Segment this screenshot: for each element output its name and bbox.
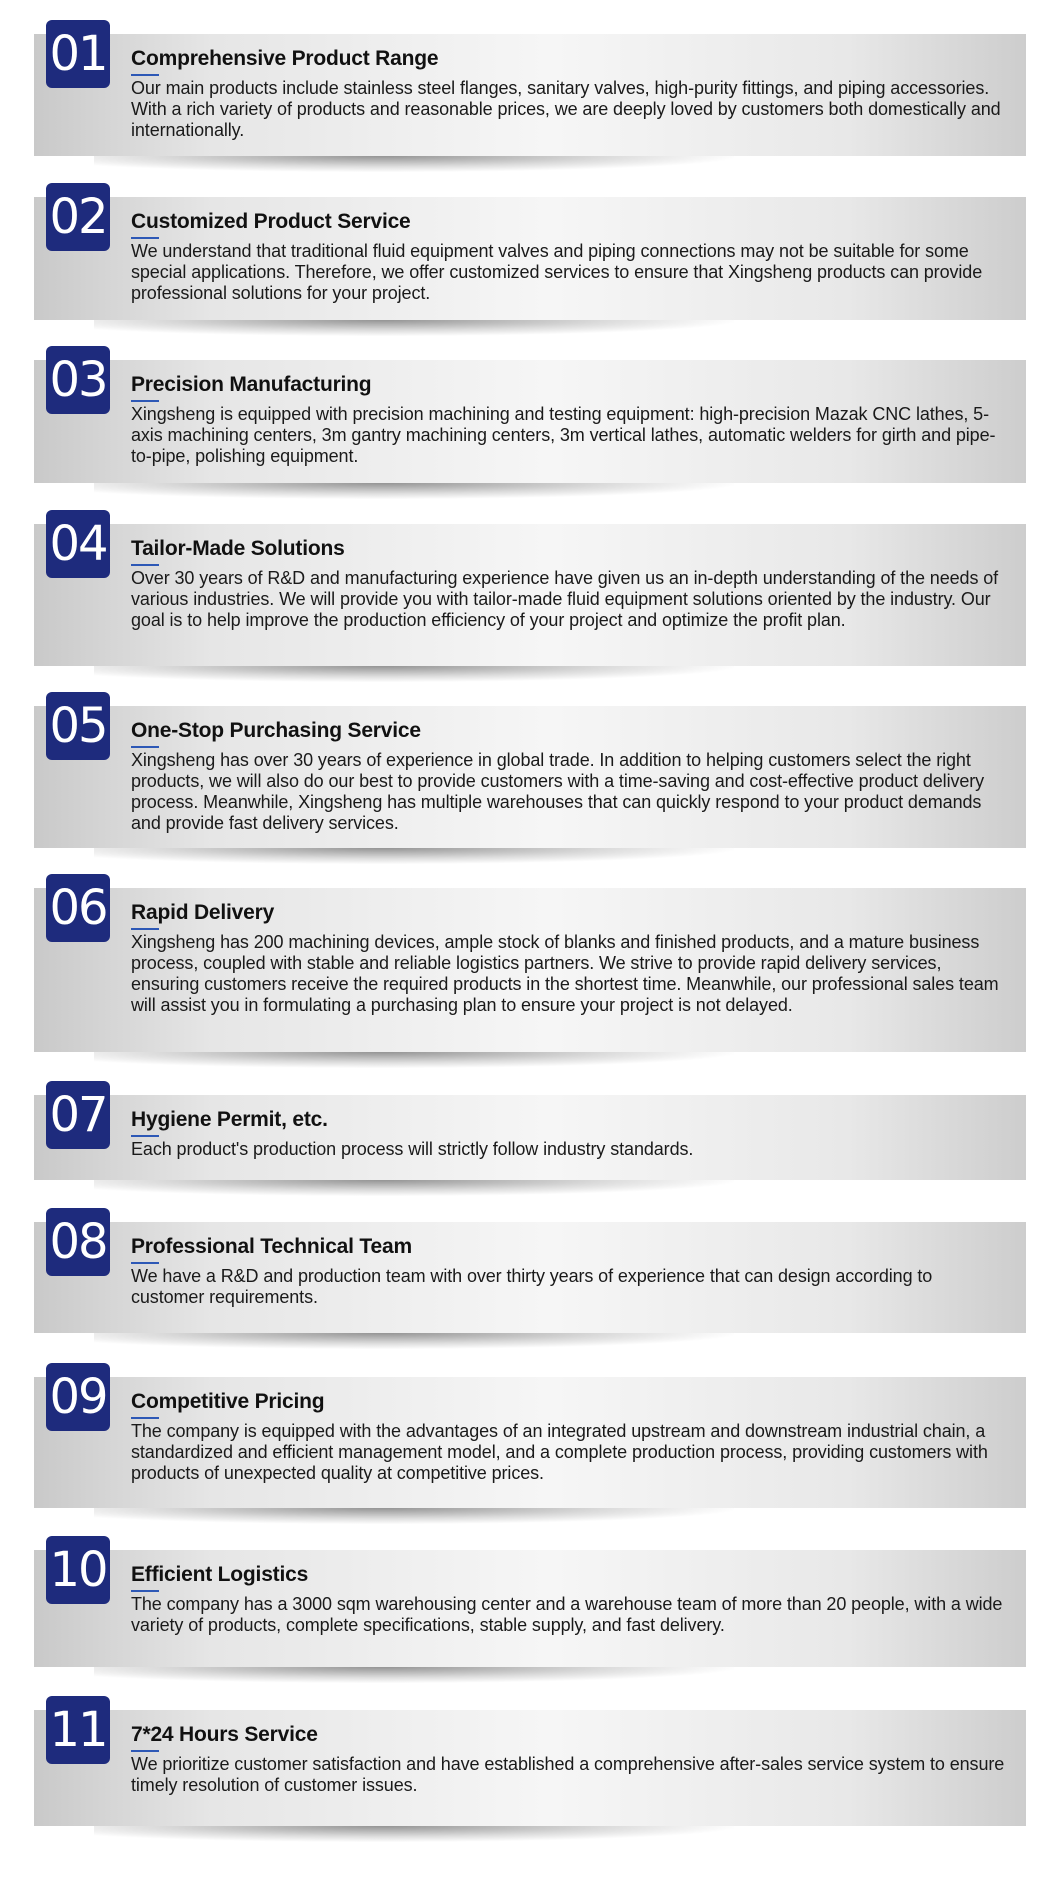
feature-description: We understand that traditional fluid equipment valves and piping connections may not be suitable for some special applications. Therefore, we offer customized services to ensure that Xingsheng products can provide professional solutions for your project. — [131, 241, 983, 303]
feature-description: We prioritize customer satisfaction and have established a comprehensive after-sales service system to ensure timely resolution of customer issues. — [131, 1754, 1005, 1795]
feature-description: Our main products include stainless steel flanges, sanitary valves, high-purity fittings, and piping accessories. With a rich variety of products and reasonable prices, we are deeply loved by customers both domestically and internationally. — [131, 78, 1001, 140]
title-underline — [131, 1417, 159, 1419]
feature-card-11 — [34, 1702, 1026, 1826]
feature-card-03 — [34, 352, 1026, 483]
feature-number-badge: 08 — [46, 1208, 110, 1276]
title-underline — [131, 564, 159, 566]
title-underline — [131, 1750, 159, 1752]
feature-card-10 — [34, 1542, 1026, 1667]
feature-number-badge: 02 — [46, 183, 110, 251]
feature-title: 7*24 Hours Service — [131, 1723, 318, 1746]
title-underline — [131, 237, 159, 239]
feature-card-07 — [34, 1087, 1026, 1180]
feature-title: Professional Technical Team — [131, 1235, 412, 1258]
feature-number-badge: 01 — [46, 20, 110, 88]
title-underline — [131, 928, 159, 930]
feature-number-badge: 09 — [46, 1363, 110, 1431]
feature-card-04 — [34, 516, 1026, 666]
feature-card-09 — [34, 1369, 1026, 1508]
feature-title: Rapid Delivery — [131, 901, 275, 924]
feature-number-badge: 06 — [46, 874, 110, 942]
feature-title: Hygiene Permit, etc. — [131, 1108, 328, 1131]
feature-number-badge: 11 — [46, 1696, 110, 1764]
feature-card-08 — [34, 1214, 1026, 1333]
feature-number-badge: 04 — [46, 510, 110, 578]
title-underline — [131, 74, 159, 76]
feature-number-badge: 05 — [46, 692, 110, 760]
feature-title: Competitive Pricing — [131, 1390, 325, 1413]
feature-description: The company has a 3000 sqm warehousing center and a warehouse team of more than 20 people, with a wide variety of products, complete specifications, stable supply, and fast delivery. — [131, 1594, 1003, 1635]
feature-title: Tailor-Made Solutions — [131, 537, 345, 560]
feature-description: Xingsheng has over 30 years of experience in global trade. In addition to helping customers select the right products, we will also do our best to provide customers with a time-saving and cost-effective product delivery process. Meanwhile, Xingsheng has multiple warehouses that can quickly respond to your product demands and provide fast delivery services. — [131, 750, 985, 833]
title-underline — [131, 400, 159, 402]
feature-title: Precision Manufacturing — [131, 373, 372, 396]
feature-description: Each product's production process will strictly follow industry standards. — [131, 1139, 694, 1159]
feature-title: Customized Product Service — [131, 210, 411, 233]
feature-card-05 — [34, 698, 1026, 848]
feature-number-badge: 07 — [46, 1081, 110, 1149]
feature-card-02 — [34, 189, 1026, 320]
feature-title: Comprehensive Product Range — [131, 47, 439, 70]
title-underline — [131, 1590, 159, 1592]
feature-description: Xingsheng is equipped with precision machining and testing equipment: high-precision Mazak CNC lathes, 5-axis machining centers, 3m gantry machining centers, 3m vertical lathes, automatic welders for girth and pipe-to-pipe, polishing equipment. — [131, 404, 996, 466]
feature-title: Efficient Logistics — [131, 1563, 309, 1586]
feature-number-badge: 03 — [46, 346, 110, 414]
feature-description: Xingsheng has 200 machining devices, ample stock of blanks and finished products, and a mature business process, coupled with stable and reliable logistics partners. We strive to provide rapid delivery services, ensuring customers receive the required products in the shortest time. Meanwhile, our professional sales team will assist you in formulating a purchasing plan to ensure your project is not delayed. — [131, 932, 999, 1015]
feature-number-badge: 10 — [46, 1536, 110, 1604]
feature-description: Over 30 years of R&D and manufacturing experience have given us an in-depth understanding of the needs of various industries. We will provide you with tailor-made fluid equipment solutions oriented by the industry. Our goal is to help improve the production efficiency of your project and optimize the profit plan. — [131, 568, 999, 630]
title-underline — [131, 1135, 159, 1137]
feature-title: One-Stop Purchasing Service — [131, 719, 421, 742]
feature-card-06 — [34, 880, 1026, 1052]
feature-description: The company is equipped with the advantages of an integrated upstream and downstream industrial chain, a standardized and efficient management model, and a complete production process, providing customers with products of unexpected quality at competitive prices. — [131, 1421, 988, 1483]
title-underline — [131, 1262, 159, 1264]
title-underline — [131, 746, 159, 748]
feature-card-01 — [34, 26, 1026, 156]
feature-description: We have a R&D and production team with over thirty years of experience that can design according to customer requirements. — [131, 1266, 933, 1307]
